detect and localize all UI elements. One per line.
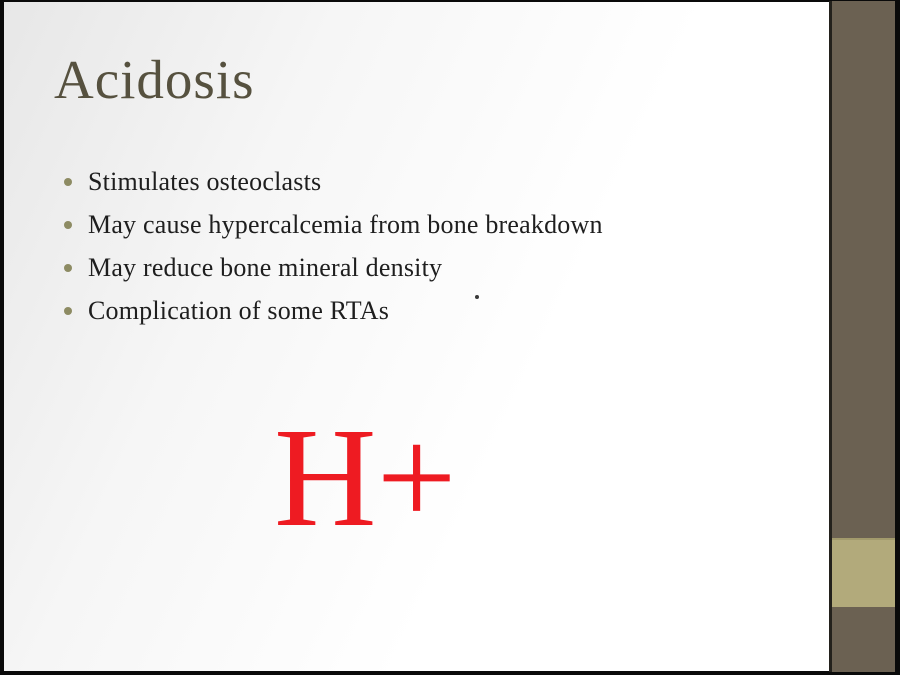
bullet-item — [62, 246, 603, 289]
sidebar-strip — [829, 1, 895, 672]
hydrogen-ion-text: H+ — [274, 398, 457, 556]
slide-title: Acidosis — [54, 49, 255, 110]
bullet-item — [62, 203, 603, 246]
bullet-text: May cause hypercalcemia from bone breakdown — [88, 209, 603, 239]
sidebar-accent-square — [832, 538, 895, 607]
bullet-icon — [64, 264, 72, 272]
slide-canvas — [4, 2, 829, 671]
bullet-item — [62, 160, 603, 203]
bullet-list — [62, 160, 603, 332]
bullet-item — [62, 289, 603, 332]
bullet-text: May reduce bone mineral density — [88, 252, 443, 282]
bullet-icon — [64, 178, 72, 186]
bullet-text: Stimulates osteoclasts — [88, 166, 322, 196]
bullet-text: Complication of some RTAs — [88, 295, 390, 325]
bullet-icon — [64, 221, 72, 229]
bullet-icon — [64, 307, 72, 315]
cursor-dot — [475, 295, 479, 299]
